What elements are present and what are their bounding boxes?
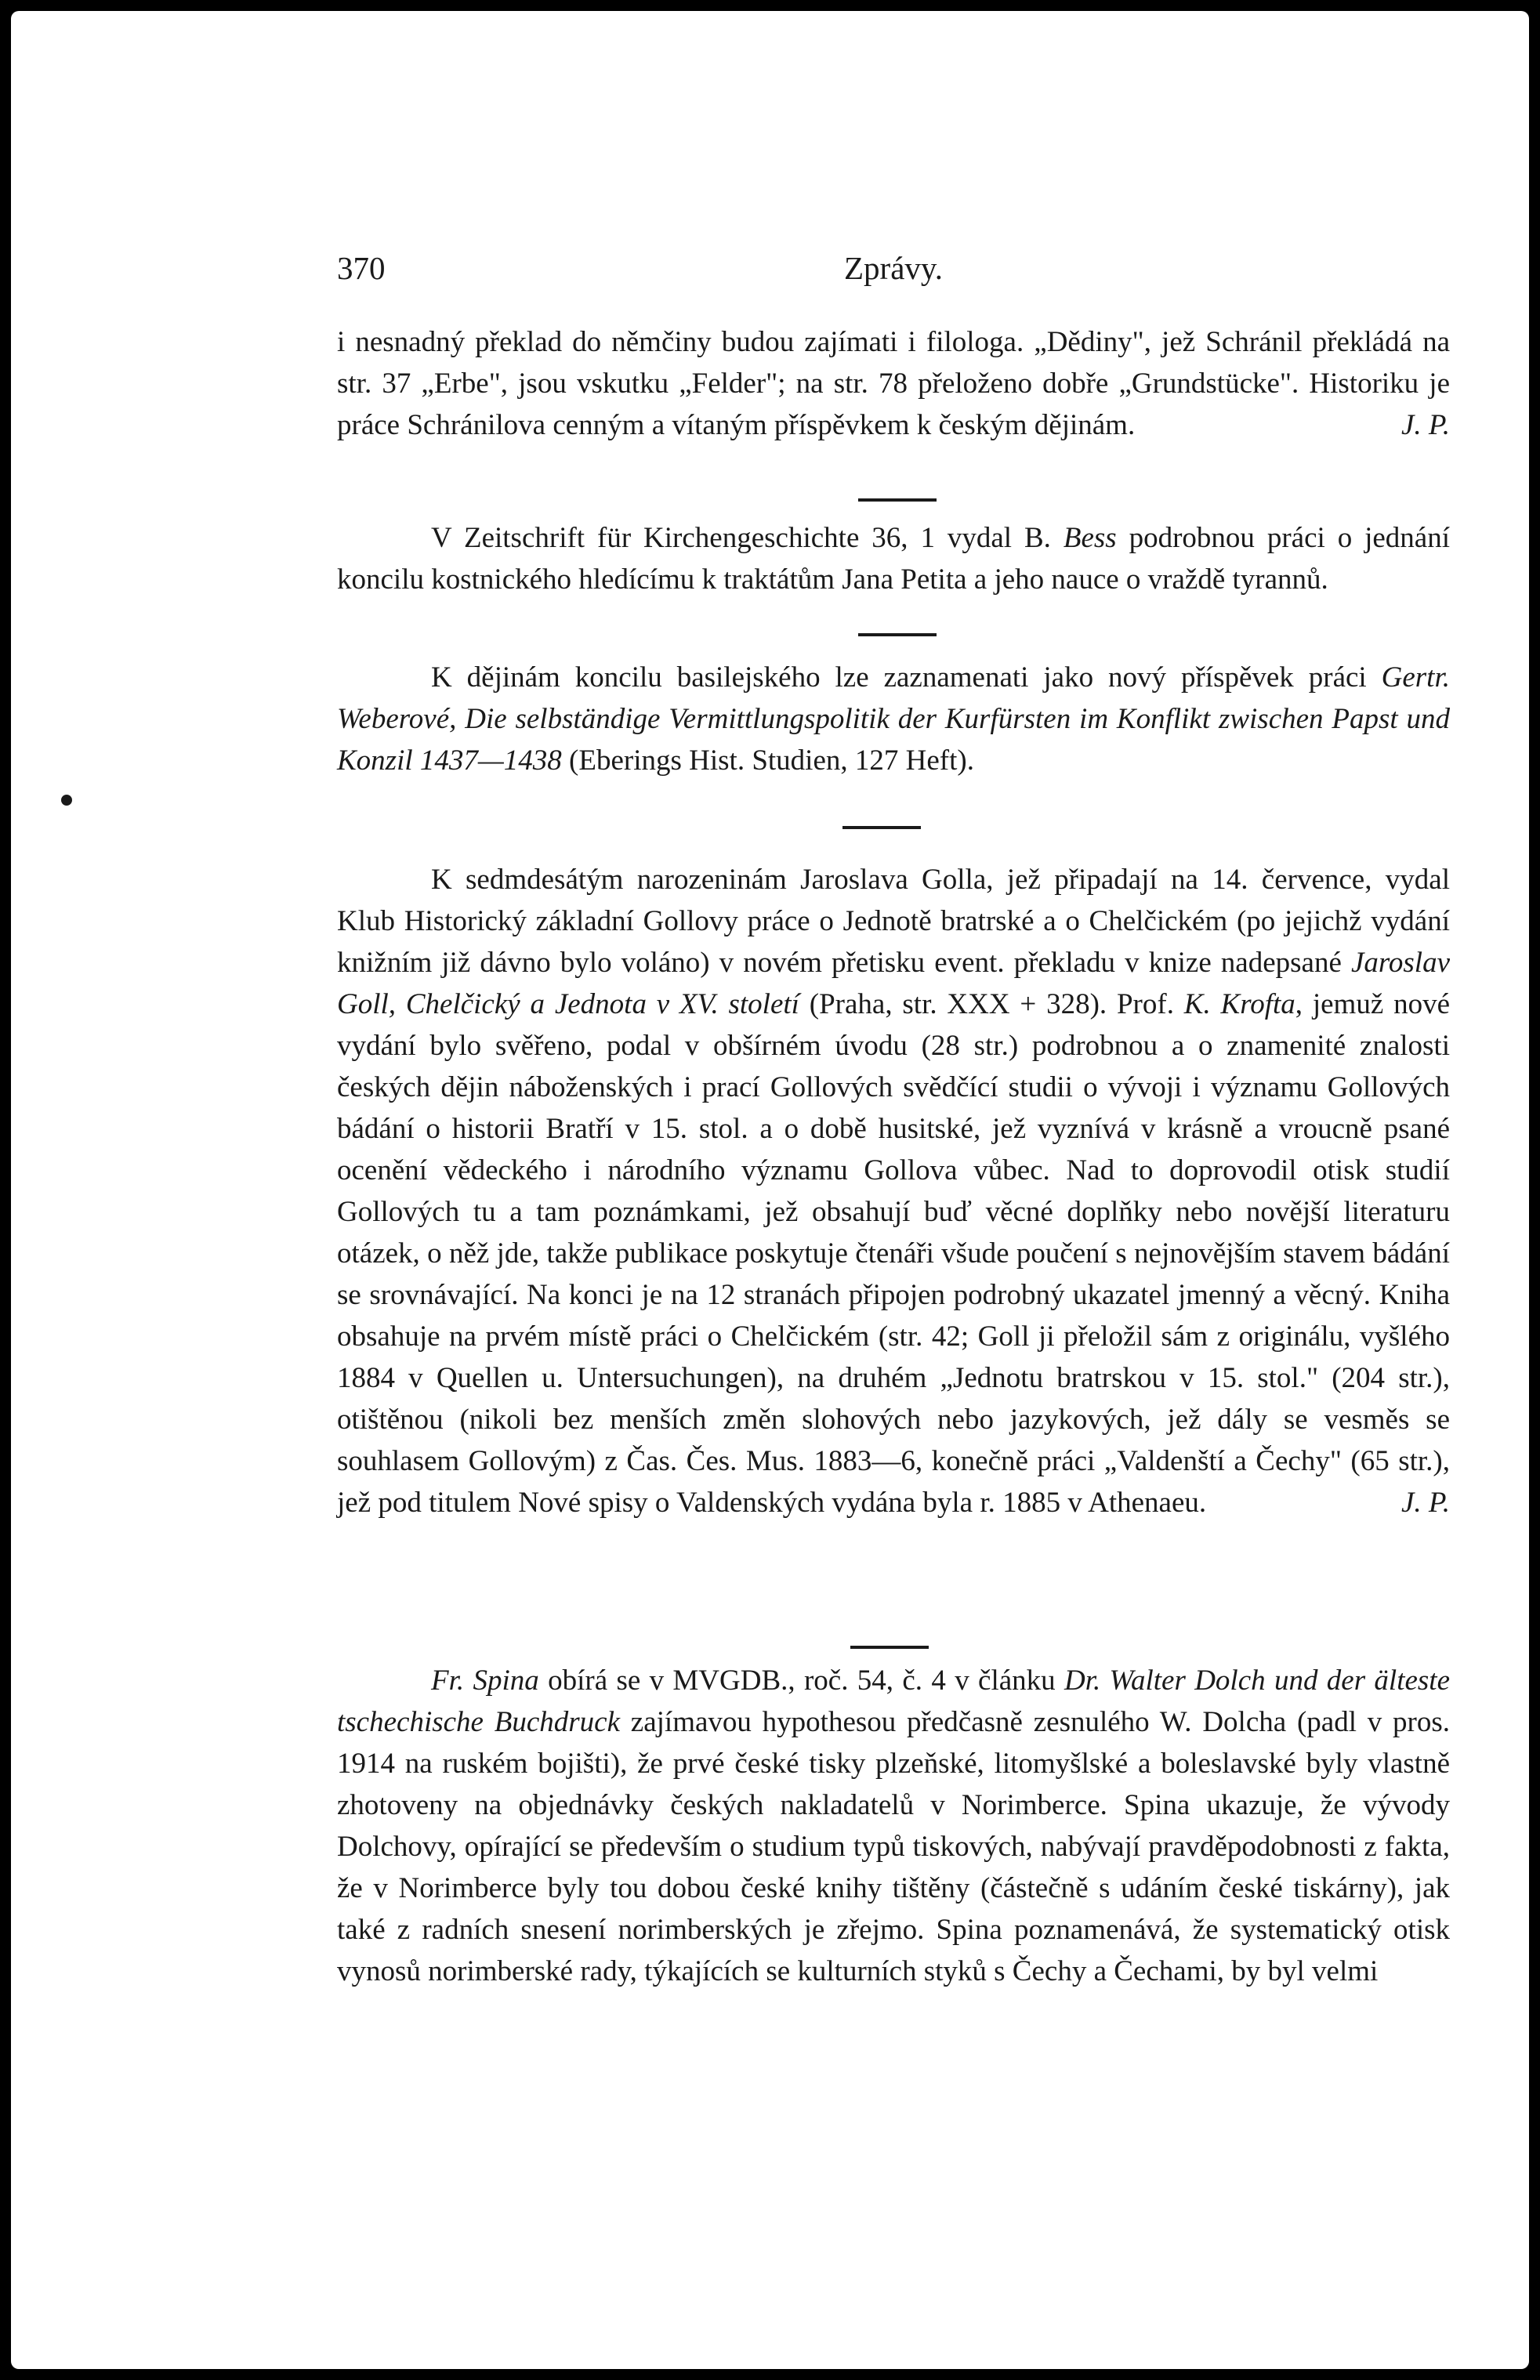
paragraph-2 [337,517,1450,600]
running-header [337,249,1450,296]
article-title-dolch: Dr. Walter Dolch und der älteste tschechische Buchdruck [337,1665,1450,1738]
paragraph-1 [337,321,1450,446]
paragraph-4-text-c: , jemuž nové vydání bylo svěřeno, podal v obšírném úvodu (28 str.) podrobnou a o znamenité znalosti českých dějin náboženských i prací Gollových svědčící studii o vývoji i významu Gollových bádání o historii Bratří v 15. stol. a o době husitské, jež vyznívá v krásně a vroucně psané ocenění vědeckého i národního významu Gollova vůbec. Nad to doprovodil otisk studií Gollových tu a tam poznámkami, jež obsahují buď věcné doplňky nebo novější literaturu otázek, o něž jde, takže publikace poskytuje čtenáři všude poučení s nejnovějším stavem bádání se srovnávající. Na konci je na 12 stranách připojen podrobný ukazatel jmenný a věcný. Kniha obsahuje na prvém místě práci o Chelčickém (str. 42; Goll ji přeložil sám z originálu, vyšlého 1884 v Quellen u. Untersuchungen), na druhém „Jednotu bratrskou v 15. stol." (204 str.), otištěnou (nikoli bez menších změn slohových nebo jazykových, jež dály se vesměs se souhlasem Gollovým) z Čas. Čes. Mus. 1883—6, konečně práci „Valdenští a Čechy" (65 str.), jež pod titulem Nové spisy o Valdenských vydána byla r. 1885 v Athenaeu. [337,988,1450,1519]
separator-rule [842,826,921,829]
work-title-weberova: Gertr. Weberové, Die selbständige Vermittlungspolitik der Kurfürsten im Konflikt zwischen Papst und Konzil 1437—1438 [337,661,1450,777]
paragraph-5-text-b: zajímavou hypothesou předčasně zesnulého W. Dolcha (padl v pros. 1914 na ruském bojišti), že prvé české tisky plzeňské, litomyšlské a boleslavské byly vlastně zhotoveny na objednávky českých nakladatelů v Norimberce. Spina ukazuje, že vývody Dolchovy, opírající se především o studium typů tiskových, nabývají pravděpodobnosti z fakta, že v Norimberce byly tou dobou české knihy tištěny (částečně s udáním české tiskárny), jak také z radních snesení norimberských je zřejmo. Spina poznamenává, že systematický otisk vynosů norimberské rady, týkajících se kulturních styků s Čechy a Čechami, by byl velmi [337,1706,1450,1987]
separator-rule [858,633,937,636]
paragraph-3 [337,657,1450,781]
paragraph-3-text-b: (Eberings Hist. Studien, 127 Heft). [561,744,974,777]
section-title: Zprávy. [844,250,943,286]
separator-rule [858,498,937,502]
signature-2: J. P. [1400,1487,1450,1519]
signature-1: J. P. [1400,409,1450,441]
paragraph-4 [337,859,1450,1523]
separator-rule [850,1646,929,1649]
author-bess: Bess [1063,522,1117,554]
page-number: 370 [337,250,386,286]
paragraph-4-text-b: (Praha, str. XXX + 328). Prof. [799,988,1184,1020]
paragraph-5-text-a: obírá se v MVGDB., roč. 54, č. 4 v článku [538,1665,1064,1697]
editor-krofta: K. Krofta [1183,988,1295,1020]
paragraph-4-text-a: K sedmdesátým narozeninám Jaroslava Golla, jež připadají na 14. července, vydal Klub Historický základní Gollovy práce o Jednotě bratrské a o Chelčickém (po jejichž vydání knižním již dávno bylo voláno) v novém přetisku event. překladu v knize nadepsané [337,864,1450,979]
author-spina: Fr. Spina [431,1665,539,1697]
paragraph-2-text-b: podrobnou práci o jednání koncilu kostnického hledícímu k traktátům Jana Petita a jeho nauce o vraždě tyrannů. [337,522,1451,596]
paragraph-3-text-a: K dějinám koncilu basilejského lze zaznamenati jako nový příspěvek práci [431,661,1382,694]
paragraph-5 [337,1660,1450,1992]
work-title-goll: Jaroslav Goll, Chelčický a Jednota v XV. století [337,947,1450,1020]
paragraph-2-text-a: V Zeitschrift für Kirchengeschichte 36, 1 vydal B. [431,522,1064,554]
margin-dot [61,795,72,806]
paragraph-1-text: i nesnadný překlad do němčiny budou zajímati i filologa. „Dědiny", jež Schránil překládá na str. 37 „Erbe", jsou vskutku „Felder"; na str. 78 přeloženo dobře „Grundstücke". Historiku je práce Schránilova cenným a vítaným příspěvkem k českým dějinám. [337,326,1450,441]
